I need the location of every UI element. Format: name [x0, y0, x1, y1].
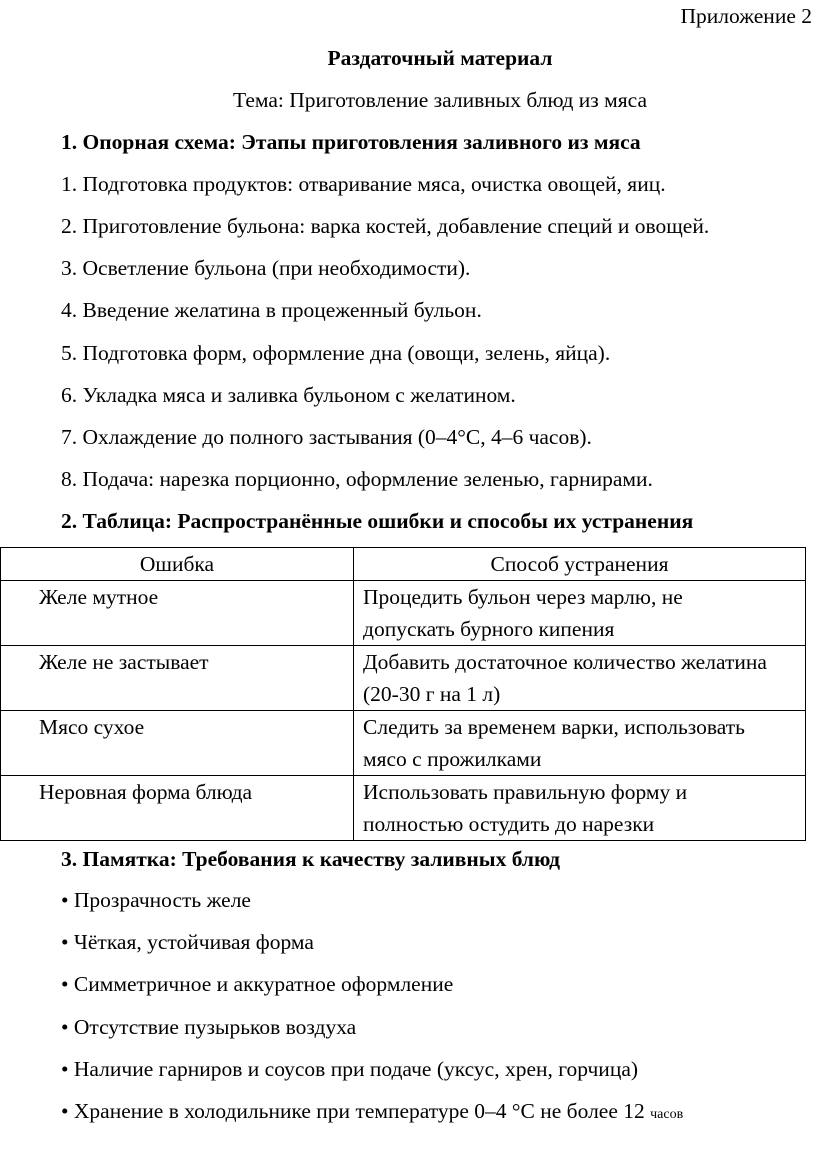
step-8: 8. Подача: нарезка порционно, оформление зеленью, гарнирами.: [61, 467, 653, 491]
fix-line: Использовать правильную форму и: [363, 780, 688, 804]
table-row: [1, 776, 806, 841]
fix-line: полностью остудить до нарезки: [363, 812, 655, 836]
topic-line: Тема: Приготовление заливных блюд из мяса: [233, 88, 647, 112]
step-6: 6. Укладка мяса и заливка бульоном с желатином.: [61, 383, 516, 407]
step-7: 7. Охлаждение до полного застывания (0–4°C, 4–6 часов).: [61, 425, 592, 449]
quality-item: • Отсутствие пузырьков воздуха: [61, 1015, 357, 1039]
error-cell: Неровная форма блюда: [1, 776, 354, 841]
step-2: 2. Приготовление бульона: варка костей, добавление специй и овощей.: [61, 214, 710, 238]
fix-line: Процедить бульон через марлю, не: [363, 585, 683, 609]
fix-cell: [354, 711, 806, 776]
quality-item-storage: [61, 1099, 683, 1124]
fix-cell: [354, 776, 806, 841]
page-title: Раздаточный материал: [327, 46, 553, 70]
fix-line: Добавить достаточное количество желатина: [363, 650, 767, 674]
step-5: 5. Подготовка форм, оформление дна (овощи, зелень, яйца).: [61, 341, 611, 365]
appendix-label: Приложение 2: [680, 4, 812, 28]
table-row: [1, 711, 806, 776]
fix-line: Следить за временем варки, использовать: [363, 715, 745, 739]
quality-item: • Чёткая, устойчивая форма: [61, 930, 314, 954]
fix-line: (20-30 г на 1 л): [363, 682, 501, 706]
quality-item: • Наличие гарниров и соусов при подаче (уксус, хрен, горчица): [61, 1057, 639, 1081]
fix-cell: [354, 581, 806, 646]
fix-line: мясо с прожилками: [363, 747, 542, 771]
error-cell: Желе не застывает: [1, 646, 354, 711]
column-header-error: Ошибка: [1, 548, 354, 581]
error-cell: Желе мутное: [1, 581, 354, 646]
section1-heading: 1. Опорная схема: Этапы приготовления заливного из мяса: [61, 130, 641, 154]
table-row: [1, 581, 806, 646]
storage-text: • Хранение в холодильнике при температуре 0–4 °С не более 12: [61, 1099, 645, 1123]
error-cell: Мясо сухое: [1, 711, 354, 776]
section3-heading: 3. Памятка: Требования к качеству заливных блюд: [61, 847, 561, 871]
section2-heading: 2. Таблица: Распространённые ошибки и способы их устранения: [61, 509, 694, 533]
step-3: 3. Осветление бульона (при необходимости).: [61, 256, 471, 280]
fix-cell: [354, 646, 806, 711]
storage-unit: часов: [650, 1107, 684, 1122]
step-1: 1. Подготовка продуктов: отваривание мяса, очистка овощей, яиц.: [61, 172, 666, 196]
quality-item: • Симметричное и аккуратное оформление: [61, 972, 454, 996]
fix-line: допускать бурного кипения: [363, 617, 615, 641]
step-4: 4. Введение желатина в процеженный бульон.: [61, 298, 482, 322]
quality-item: • Прозрачность желе: [61, 888, 251, 912]
table-header-row: [1, 548, 806, 581]
column-header-fix: Способ устранения: [354, 548, 806, 581]
errors-table: [0, 547, 806, 841]
table-row: [1, 646, 806, 711]
